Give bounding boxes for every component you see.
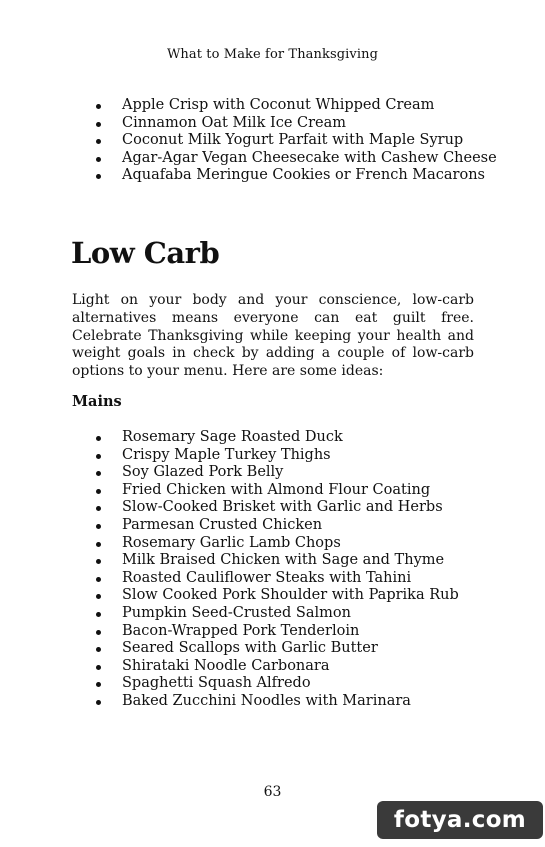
list-item: Crispy Maple Turkey Thighs (93, 447, 459, 465)
mains-list (93, 429, 459, 711)
watermark-logo: fotya.com (377, 801, 543, 839)
list-item: Shirataki Noodle Carbonara (93, 658, 459, 676)
list-item: Bacon-Wrapped Pork Tenderloin (93, 623, 459, 641)
list-item: Baked Zucchini Noodles with Marinara (93, 693, 459, 711)
list-item: Slow Cooked Pork Shoulder with Paprika Rub (93, 587, 459, 605)
list-item: Rosemary Garlic Lamb Chops (93, 535, 459, 553)
list-item: Parmesan Crusted Chicken (93, 517, 459, 535)
list-item: Spaghetti Squash Alfredo (93, 675, 459, 693)
list-item: Fried Chicken with Almond Flour Coating (93, 482, 459, 500)
list-item: Cinnamon Oat Milk Ice Cream (93, 115, 497, 133)
list-item: Rosemary Sage Roasted Duck (93, 429, 459, 447)
intro-paragraph: Light on your body and your conscience, low-carb alternatives means everyone can eat guilt free. Celebrate Thanksgiving while keeping your health and weight goals in check by adding a couple of low-carb options to your menu. Here are some ideas: (72, 292, 474, 380)
running-header: What to Make for Thanksgiving (166, 47, 379, 62)
list-item: Roasted Cauliflower Steaks with Tahini (93, 570, 459, 588)
mains-subheading: Mains (72, 393, 122, 410)
list-item: Coconut Milk Yogurt Parfait with Maple Syrup (93, 132, 497, 150)
section-heading: Low Carb (71, 236, 220, 270)
list-item: Aquafaba Meringue Cookies or French Macarons (93, 167, 497, 185)
list-item: Agar-Agar Vegan Cheesecake with Cashew Cheese (93, 150, 497, 168)
list-item: Apple Crisp with Coconut Whipped Cream (93, 97, 497, 115)
list-item: Soy Glazed Pork Belly (93, 464, 459, 482)
list-item: Seared Scallops with Garlic Butter (93, 640, 459, 658)
page-number: 63 (263, 784, 282, 800)
list-item: Pumpkin Seed-Crusted Salmon (93, 605, 459, 623)
list-item: Milk Braised Chicken with Sage and Thyme (93, 552, 459, 570)
list-item: Slow-Cooked Brisket with Garlic and Herbs (93, 499, 459, 517)
dessert-list (93, 97, 497, 185)
